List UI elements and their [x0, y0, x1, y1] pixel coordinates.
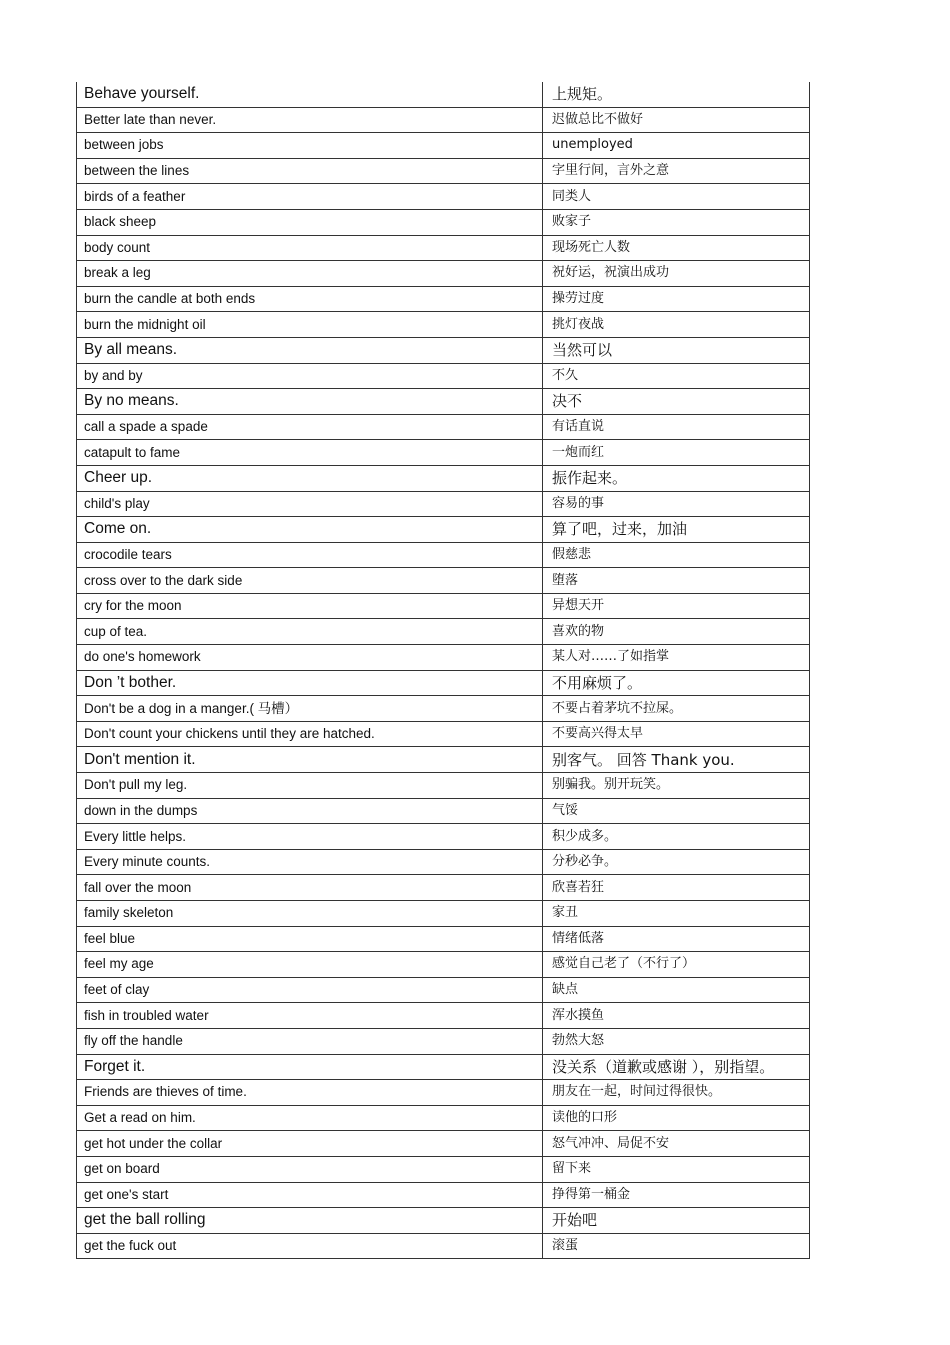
phrase-english: between the lines — [77, 158, 543, 184]
phrase-english: black sheep — [77, 209, 543, 235]
phrase-english: do one's homework — [77, 645, 543, 671]
phrase-chinese: 假慈悲 — [543, 542, 810, 568]
table-row — [77, 465, 810, 491]
phrase-chinese: 分秒必争。 — [543, 849, 810, 875]
table-row — [77, 389, 810, 415]
phrase-chinese: 堕落 — [543, 568, 810, 594]
table-row — [77, 1156, 810, 1182]
table-row — [77, 952, 810, 978]
phrase-english: Get a read on him. — [77, 1105, 543, 1131]
phrase-chinese: 有话直说 — [543, 414, 810, 440]
phrase-chinese: 某人对……了如指掌 — [543, 645, 810, 671]
phrase-english: break a leg — [77, 261, 543, 287]
phrase-chinese: 一炮而红 — [543, 440, 810, 466]
phrase-english: Don't mention it. — [77, 747, 543, 773]
phrase-english: Don't pull my leg. — [77, 773, 543, 799]
phrase-chinese: 容易的事 — [543, 491, 810, 517]
phrase-english: Cheer up. — [77, 465, 543, 491]
table-row — [77, 773, 810, 799]
phrase-chinese: 异想天开 — [543, 593, 810, 619]
phrase-english: Better late than never. — [77, 107, 543, 133]
table-row — [77, 312, 810, 338]
phrase-english: cup of tea. — [77, 619, 543, 645]
phrase-chinese: 当然可以 — [543, 337, 810, 363]
phrase-english: cross over to the dark side — [77, 568, 543, 594]
phrase-english: call a spade a spade — [77, 414, 543, 440]
phrase-english: get hot under the collar — [77, 1131, 543, 1157]
table-row — [77, 1208, 810, 1234]
phrase-english: Friends are thieves of time. — [77, 1080, 543, 1106]
table-row — [77, 1105, 810, 1131]
phrase-chinese: 挣得第一桶金 — [543, 1182, 810, 1208]
phrase-english: Every minute counts. — [77, 849, 543, 875]
phrase-chinese: 留下来 — [543, 1156, 810, 1182]
phrase-chinese: 不久 — [543, 363, 810, 389]
phrase-english: Don't be a dog in a manger.( 马槽） — [77, 696, 543, 722]
phrase-chinese: 别骗我。别开玩笑。 — [543, 773, 810, 799]
phrase-chinese: 欣喜若狂 — [543, 875, 810, 901]
phrase-chinese: 同类人 — [543, 184, 810, 210]
phrase-english: catapult to fame — [77, 440, 543, 466]
phrase-chinese: 滚蛋 — [543, 1233, 810, 1259]
phrase-chinese: 振作起来。 — [543, 465, 810, 491]
phrase-english: fish in troubled water — [77, 1003, 543, 1029]
phrase-english: feel blue — [77, 926, 543, 952]
table-row — [77, 542, 810, 568]
phrase-english: Every little helps. — [77, 824, 543, 850]
table-row — [77, 82, 810, 107]
phrase-english: crocodile tears — [77, 542, 543, 568]
phrase-chinese: 缺点 — [543, 977, 810, 1003]
phrase-english: By no means. — [77, 389, 543, 415]
table-row — [77, 107, 810, 133]
table-row — [77, 363, 810, 389]
phrase-english: feel my age — [77, 952, 543, 978]
phrase-chinese: 气馁 — [543, 798, 810, 824]
phrase-english: between jobs — [77, 133, 543, 159]
phrase-chinese: 挑灯夜战 — [543, 312, 810, 338]
phrase-chinese: 别客气。 回答 Thank you. — [543, 747, 810, 773]
phrase-chinese: 喜欢的物 — [543, 619, 810, 645]
phrase-chinese: 操劳过度 — [543, 286, 810, 312]
phrase-chinese: 感觉自己老了（不行了） — [543, 952, 810, 978]
phrase-chinese: 勃然大怒 — [543, 1028, 810, 1054]
table-row — [77, 337, 810, 363]
phrase-chinese: 祝好运，祝演出成功 — [543, 261, 810, 287]
phrase-english: cry for the moon — [77, 593, 543, 619]
phrase-chinese: 迟做总比不做好 — [543, 107, 810, 133]
table-row — [77, 593, 810, 619]
phrase-english: Forget it. — [77, 1054, 543, 1080]
phrase-chinese: 不要占着茅坑不拉屎。 — [543, 696, 810, 722]
phrase-chinese: 算了吧，过来，加油 — [543, 517, 810, 543]
phrase-chinese: 不要高兴得太早 — [543, 721, 810, 747]
phrase-english: feet of clay — [77, 977, 543, 1003]
table-row — [77, 209, 810, 235]
phrase-chinese: 败家子 — [543, 209, 810, 235]
phrase-chinese: unemployed — [543, 133, 810, 159]
table-row — [77, 849, 810, 875]
table-row — [77, 184, 810, 210]
phrase-chinese: 情绪低落 — [543, 926, 810, 952]
phrase-english: Don ’t bother. — [77, 670, 543, 696]
table-row — [77, 158, 810, 184]
phrase-english: down in the dumps — [77, 798, 543, 824]
table-row — [77, 926, 810, 952]
table-row — [77, 747, 810, 773]
phrase-chinese: 浑水摸鱼 — [543, 1003, 810, 1029]
phrase-chinese: 读他的口形 — [543, 1105, 810, 1131]
table-row — [77, 696, 810, 722]
phrase-english: Behave yourself. — [77, 82, 543, 107]
phrase-table — [76, 82, 808, 1259]
table-row — [77, 824, 810, 850]
phrase-english: fall over the moon — [77, 875, 543, 901]
phrase-english: by and by — [77, 363, 543, 389]
table-row — [77, 901, 810, 927]
table-row — [77, 721, 810, 747]
table-row — [77, 1080, 810, 1106]
phrase-chinese: 决不 — [543, 389, 810, 415]
table-row — [77, 1131, 810, 1157]
table-row — [77, 517, 810, 543]
phrase-chinese: 怒气冲冲、局促不安 — [543, 1131, 810, 1157]
phrase-english: get on board — [77, 1156, 543, 1182]
phrase-english: get one's start — [77, 1182, 543, 1208]
table-row — [77, 1054, 810, 1080]
table-row — [77, 619, 810, 645]
table-row — [77, 133, 810, 159]
phrase-english: Don't count your chickens until they are hatched. — [77, 721, 543, 747]
phrase-english: body count — [77, 235, 543, 261]
table-row — [77, 568, 810, 594]
phrase-english: burn the midnight oil — [77, 312, 543, 338]
table-row — [77, 1182, 810, 1208]
phrase-chinese: 没关系（道歉或感谢 ），别指望。 — [543, 1054, 810, 1080]
table-row — [77, 1003, 810, 1029]
phrase-chinese: 朋友在一起，时间过得很快。 — [543, 1080, 810, 1106]
phrase-english: get the ball rolling — [77, 1208, 543, 1234]
phrase-chinese: 字里行间，言外之意 — [543, 158, 810, 184]
table-row — [77, 491, 810, 517]
table-row — [77, 670, 810, 696]
phrase-english: Come on. — [77, 517, 543, 543]
phrase-chinese: 积少成多。 — [543, 824, 810, 850]
phrase-english: birds of a feather — [77, 184, 543, 210]
table-row — [77, 977, 810, 1003]
table-row — [77, 261, 810, 287]
table-row — [77, 286, 810, 312]
phrase-chinese: 现场死亡人数 — [543, 235, 810, 261]
table-row — [77, 798, 810, 824]
table-row — [77, 645, 810, 671]
table-row — [77, 235, 810, 261]
phrase-chinese: 开始吧 — [543, 1208, 810, 1234]
table-row — [77, 440, 810, 466]
table-row — [77, 414, 810, 440]
phrase-english: fly off the handle — [77, 1028, 543, 1054]
phrase-rows — [77, 82, 810, 1259]
phrase-english: family skeleton — [77, 901, 543, 927]
phrase-english: burn the candle at both ends — [77, 286, 543, 312]
phrase-chinese: 上规矩。 — [543, 82, 810, 107]
table-row — [77, 1233, 810, 1259]
phrase-english: By all means. — [77, 337, 543, 363]
phrase-chinese: 家丑 — [543, 901, 810, 927]
phrase-english: get the fuck out — [77, 1233, 543, 1259]
table-row — [77, 875, 810, 901]
phrase-chinese: 不用麻烦了。 — [543, 670, 810, 696]
table-row — [77, 1028, 810, 1054]
phrase-english: child's play — [77, 491, 543, 517]
